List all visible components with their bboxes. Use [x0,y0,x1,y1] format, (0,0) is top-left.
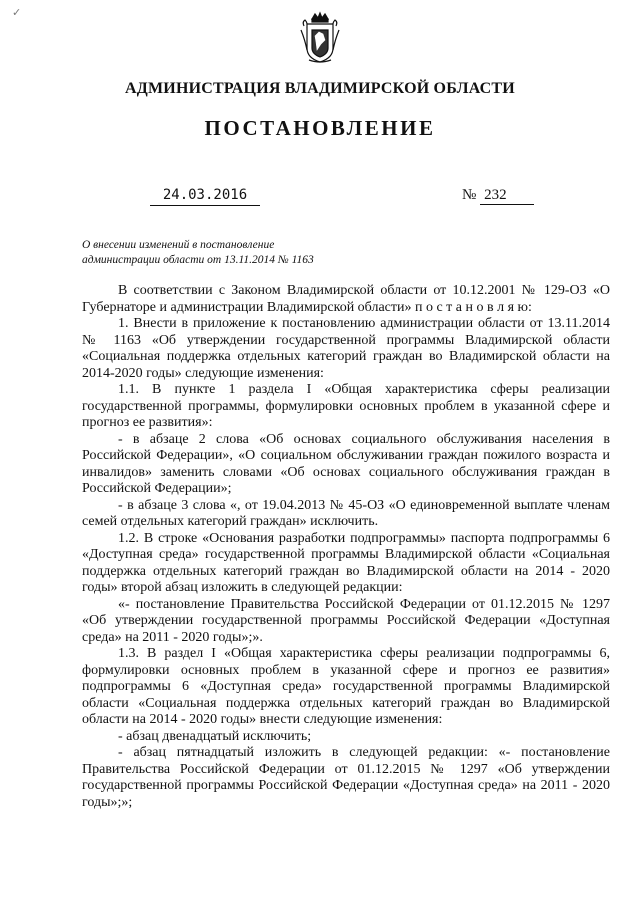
paragraph-preamble: В соответствии с Законом Владимирской области от 10.12.2001 № 129-ОЗ «О Губернаторе и администрации Владимирской области» п о с т а н о в л я ю: [82,283,610,315]
subject-line-1: О внесении изменений в постановление [82,239,275,251]
paragraph-item-1-1: 1.1. В пункте 1 раздела I «Общая характеристика сферы реализации государственной программы, формулировки основных проблем в указанной сфере и прогноз ее развития»: [82,382,610,430]
paragraph-item-1-3: 1.3. В раздел I «Общая характеристика сферы реализации подпрограммы 6, формулировки основных проблем в указанной сфере и прогноз ее развития» подпрограммы 6 «Доступная среда» государственной программы Владимирской области «Социальная поддержка отдельных категорий граждан во Владимирской области на 2014 - 2020 годы» внести следующие изменения: [82,646,610,727]
number-label: № [462,187,477,203]
paragraph-item-1-1-bullet-2: - в абзаце 3 слова «, от 19.04.2013 № 45-ОЗ «О единовременной выплате членам семей отдельных категорий граждан» исключить. [82,497,610,529]
subject-line-2: администрации области от 13.11.2014 № 1163 [82,254,314,266]
paragraph-item-1-3-bullet-1: - абзац двенадцатый исключить; [118,728,312,744]
number-value: 232 [480,187,534,205]
document-date: 24.03.2016 [150,187,260,206]
paragraph-item-1-2-quote: «- постановление Правительства Российской Федерации от 01.12.2015 № 1297 «Об утверждении государственной программы Российской Федерации «Доступная среда» на 2011 - 2020 годы»;». [82,596,610,645]
paragraph-item-1: 1. Внести в приложение к постановлению администрации области от 13.11.2014 № 1163 «Об утверждении государственной программы Владимирской области «Социальная поддержка отдельных категорий граждан во Владимирской области на 2014-2020 годы» следующие изменения: [82,316,610,381]
document-body [82,283,610,811]
paragraph-item-1-2: 1.2. В строке «Основания разработки подпрограммы» паспорта подпрограммы 6 «Доступная среда» государственной программы Владимирской области «Социальная поддержка отдельных категорий граждан во Владимирской области на 2014 - 2020 годы» второй абзац изложить в следующей редакции: [82,530,610,595]
document-type-title: ПОСТАНОВЛЕНИЕ [204,116,436,140]
document-number [462,187,534,205]
paragraph-item-1-3-bullet-2: - абзац пятнадцатый изложить в следующей редакции: «- постановление Правительства Российской Федерации от 01.12.2015 № 1297 «Об утверждении государственной программы Российской Федерации «Доступная среда» на 2011 - 2020 годы»;»; [82,745,610,810]
coat-of-arms-emblem [299,10,341,64]
document-subject [82,238,314,268]
corner-check-mark: ✓ [12,7,22,19]
organization-name: АДМИНИСТРАЦИЯ ВЛАДИМИРСКОЙ ОБЛАСТИ [125,80,515,97]
paragraph-item-1-1-bullet-1: - в абзаце 2 слова «Об основах социального обслуживания населения в Российской Федерации», «О социальном обслуживании граждан пожилого возраста и инвалидов» заменить словами «Об основах социального обслуживания граждан в Российской Федерации»; [82,431,610,496]
